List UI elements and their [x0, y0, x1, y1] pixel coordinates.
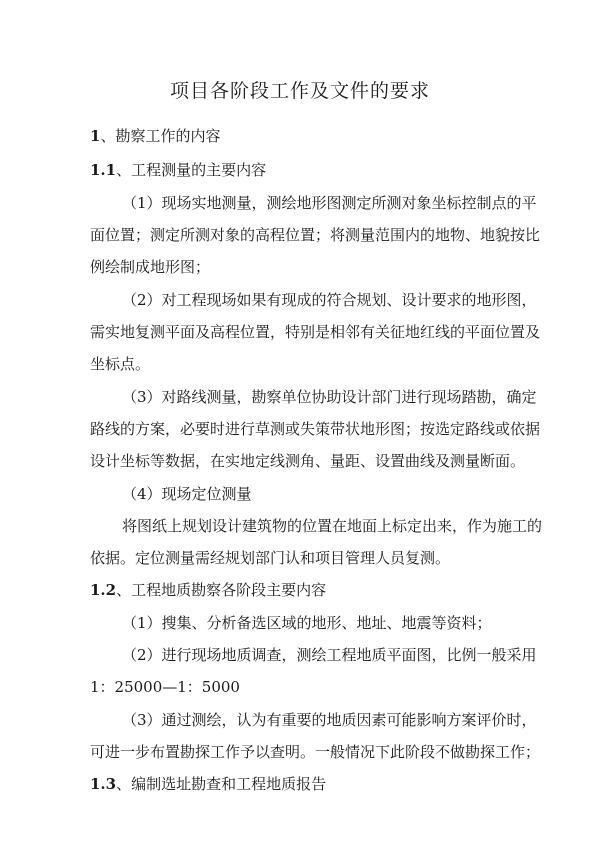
section-number: 1.1	[90, 161, 117, 179]
paragraph-line: （3）通过测绘，认为有重要的地质因素可能影响方案评价时，	[122, 711, 537, 729]
paragraph-line: 需实地复测平面及高程位置，特别是相邻有关征地红线的平面位置及	[90, 323, 541, 341]
paragraph-line: 将图纸上规划设计建筑物的位置在地面上标定出来，作为施工的	[122, 517, 543, 535]
paragraph-line: 坐标点。	[90, 355, 151, 373]
paragraph-line: 面位置；测定所测对象的高程位置；将测量范围内的地物、地貌按比	[90, 226, 541, 244]
section-heading-1	[90, 126, 520, 146]
paragraph-line: 可进一步布置勘探工作予以查明。一般情况下此阶段不做勘探工作；	[90, 743, 541, 761]
paragraph-line: 例绘制成地形图；	[90, 258, 211, 276]
paragraph-line: 1：25000—1：5000	[90, 678, 240, 696]
paragraph-line: （2）对工程现场如果有现成的符合规划、设计要求的地形图，	[122, 291, 537, 309]
section-heading-1-1	[90, 160, 520, 180]
paragraph-line: 设计坐标等数据，在实地定线测角、量距、设置曲线及测量断面。	[90, 452, 526, 470]
paragraph-line: （1）搜集、分析备选区域的地形、地址、地震等资料；	[122, 614, 492, 632]
section-label: 、工程地质勘察各阶段主要内容	[116, 581, 327, 599]
paragraph-line: 依据。定位测量需经规划部门认和项目管理人员复测。	[90, 549, 451, 567]
paragraph-line: 路线的方案，必要时进行草测或失策带状地形图；按选定路线或依据	[90, 420, 541, 438]
page-title: 项目各阶段工作及文件的要求	[169, 80, 430, 102]
section-label: 、工程测量的主要内容	[116, 161, 267, 179]
paragraph-line: （3）对路线测量，勘察单位协助设计部门进行现场踏勘，确定	[122, 388, 537, 406]
section-number: 1.2	[90, 581, 117, 599]
section-number: 1.3	[90, 775, 117, 793]
section-label: 、编制选址勘查和工程地质报告	[116, 775, 327, 793]
section-number: 1	[90, 127, 101, 145]
paragraph-line: （4）现场定位测量	[122, 485, 252, 503]
section-heading-1-2	[90, 580, 520, 600]
section-label: 、勘察工作的内容	[100, 127, 221, 145]
section-heading-1-3	[90, 774, 520, 794]
paragraph-line: （2）进行现场地质调查，测绘工程地质平面图，比例一般采用	[122, 646, 537, 664]
paragraph-line: （1）现场实地测量，测绘地形图测定所测对象坐标控制点的平	[122, 194, 537, 212]
